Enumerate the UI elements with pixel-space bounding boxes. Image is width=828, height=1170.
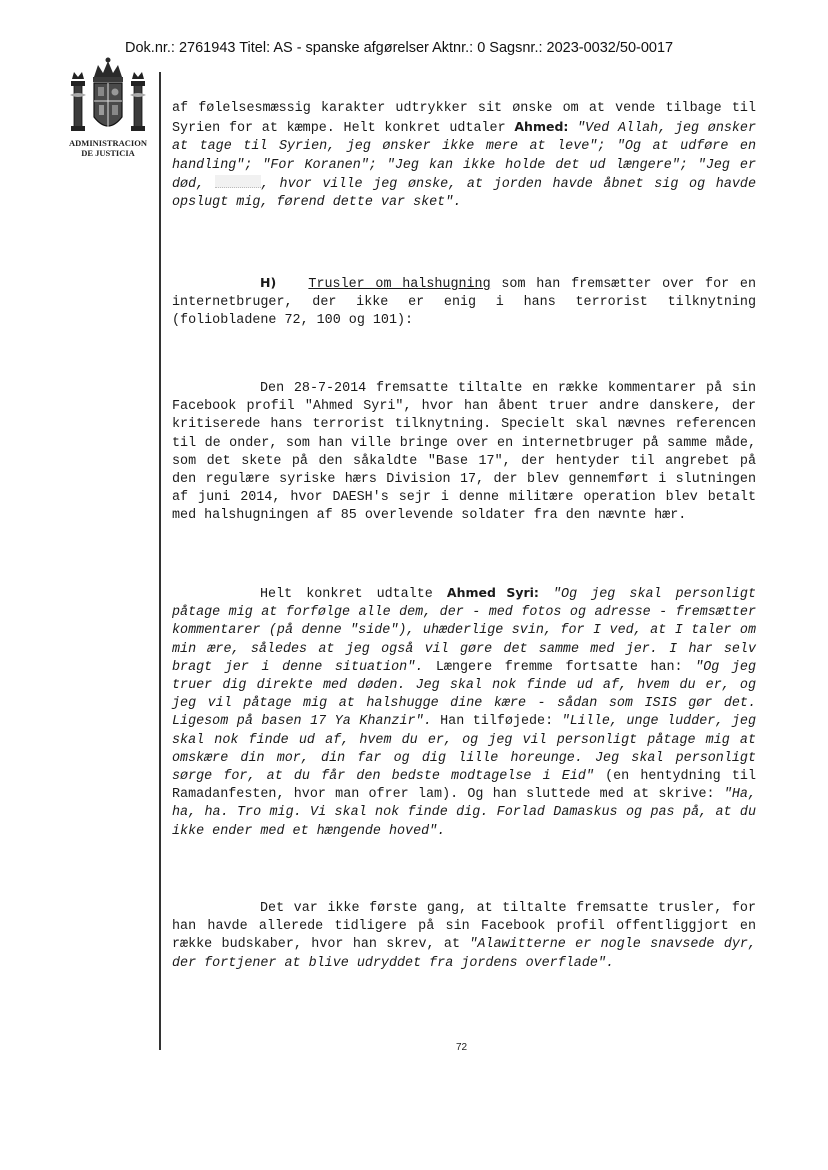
paragraph-3: Den 28-7-2014 fremsatte tiltalte en række kommentarer på sin Facebook profil "Ahmed Syri", hvor han åbent truer andre danskere, der kritiserede hans terrorist tilknytning. Specielt skal nævnes referencen til de onder, som han ville bringe over en internetbruger på samme måde, som det skete på den såkaldte "Base 17", der hentyder til angrebet på den regulære syriske hærs Division 17, der blev gennemført i slutningen af juni 2014, hvor DAESH's sejr i denne militære operation blev betalt med halshugningen af 85 overlevende soldater fra den nævnte hær. (172, 381, 756, 524)
margin-rule (159, 72, 161, 1050)
paragraph-2: H) Trusler om halshugning som han fremsætter over for en internetbruger, der ikke er enig i hans terrorist tilknytning (foliobladene 72, 100 og 101): (172, 275, 756, 329)
paragraph-4: Helt konkret udtalte Ahmed Syri: "Og jeg skal personligt påtage mig at forfølge alle dem, der - med fotos og adresse - fremsætter kommentarer (på denne "side"), uhæderlige svin, for I ved, at I taler om min ære, således at jeg også vil gøre det samme med jer. I har selv bragt jer i denne situation". Længere fremme fortsatte han: "Og jeg truer dig direkte med døden. Jeg skal nok finde ud af, hvem du er, og jeg vil påtage mig at halshugge dine kære - sådan som ISIS gør det. Ligesom på basen 17 Ya Khanzir". Han tilføjede: "Lille, unge ludder, jeg skal nok finde ud af, hvem du er, og jeg vil personligt påtage mig at omskære din mor, din far og dig lille horeunge. Jeg skal personligt sørge for, at du får den bedste modtagelse i Eid" (en hentydning til Ramadanfesten, hvor man ofrer lam). Og han sluttede med at skrive: "Ha, ha, ha. Tro mig. Vi skal nok finde dig. Forlad Damaskus og pas på, at du ikke ender med et hængende hoved". (172, 585, 756, 839)
page-number: 72 (456, 1042, 468, 1053)
section-heading: Trusler om halshugning (308, 277, 491, 292)
redaction-box (215, 175, 261, 188)
paragraph-5: Det var ikke første gang, at tiltalte fremsatte trusler, for han havde allerede tidligere på sin Facebook profil offentliggjort en række budskaber, hvor han skrev, at "Alawitterne er nogle snavsede dyr, der fortjener at blive udryddet fra jordens overflade". (172, 901, 756, 971)
spanish-coat-of-arms-icon (60, 55, 156, 145)
paragraph-1: af følelsesmæssig karakter udtrykker sit ønske om at vende tilbage til Syrien for at kæmpe. Helt konkret udtaler Ahmed: "Ved Allah, jeg ønsker at tage til Syrien, jeg ønsker ikke mere at leve"; "Og at udføre en handling"; "For Koranen"; "Jeg kan ikke holde det ud længere"; "Jeg er død, , hvor ville jeg ønske, at jorden havde åbnet sig og havde opslugt mig, førend dette var sket". (172, 101, 757, 211)
administracion-label: ADMINISTRACION DE JUSTICIA (69, 138, 147, 158)
document-header: Dok.nr.: 2761943 Titel: AS - spanske afgørelser Aktnr.: 0 Sagsnr.: 2023-0032/50-0017 (125, 40, 674, 56)
